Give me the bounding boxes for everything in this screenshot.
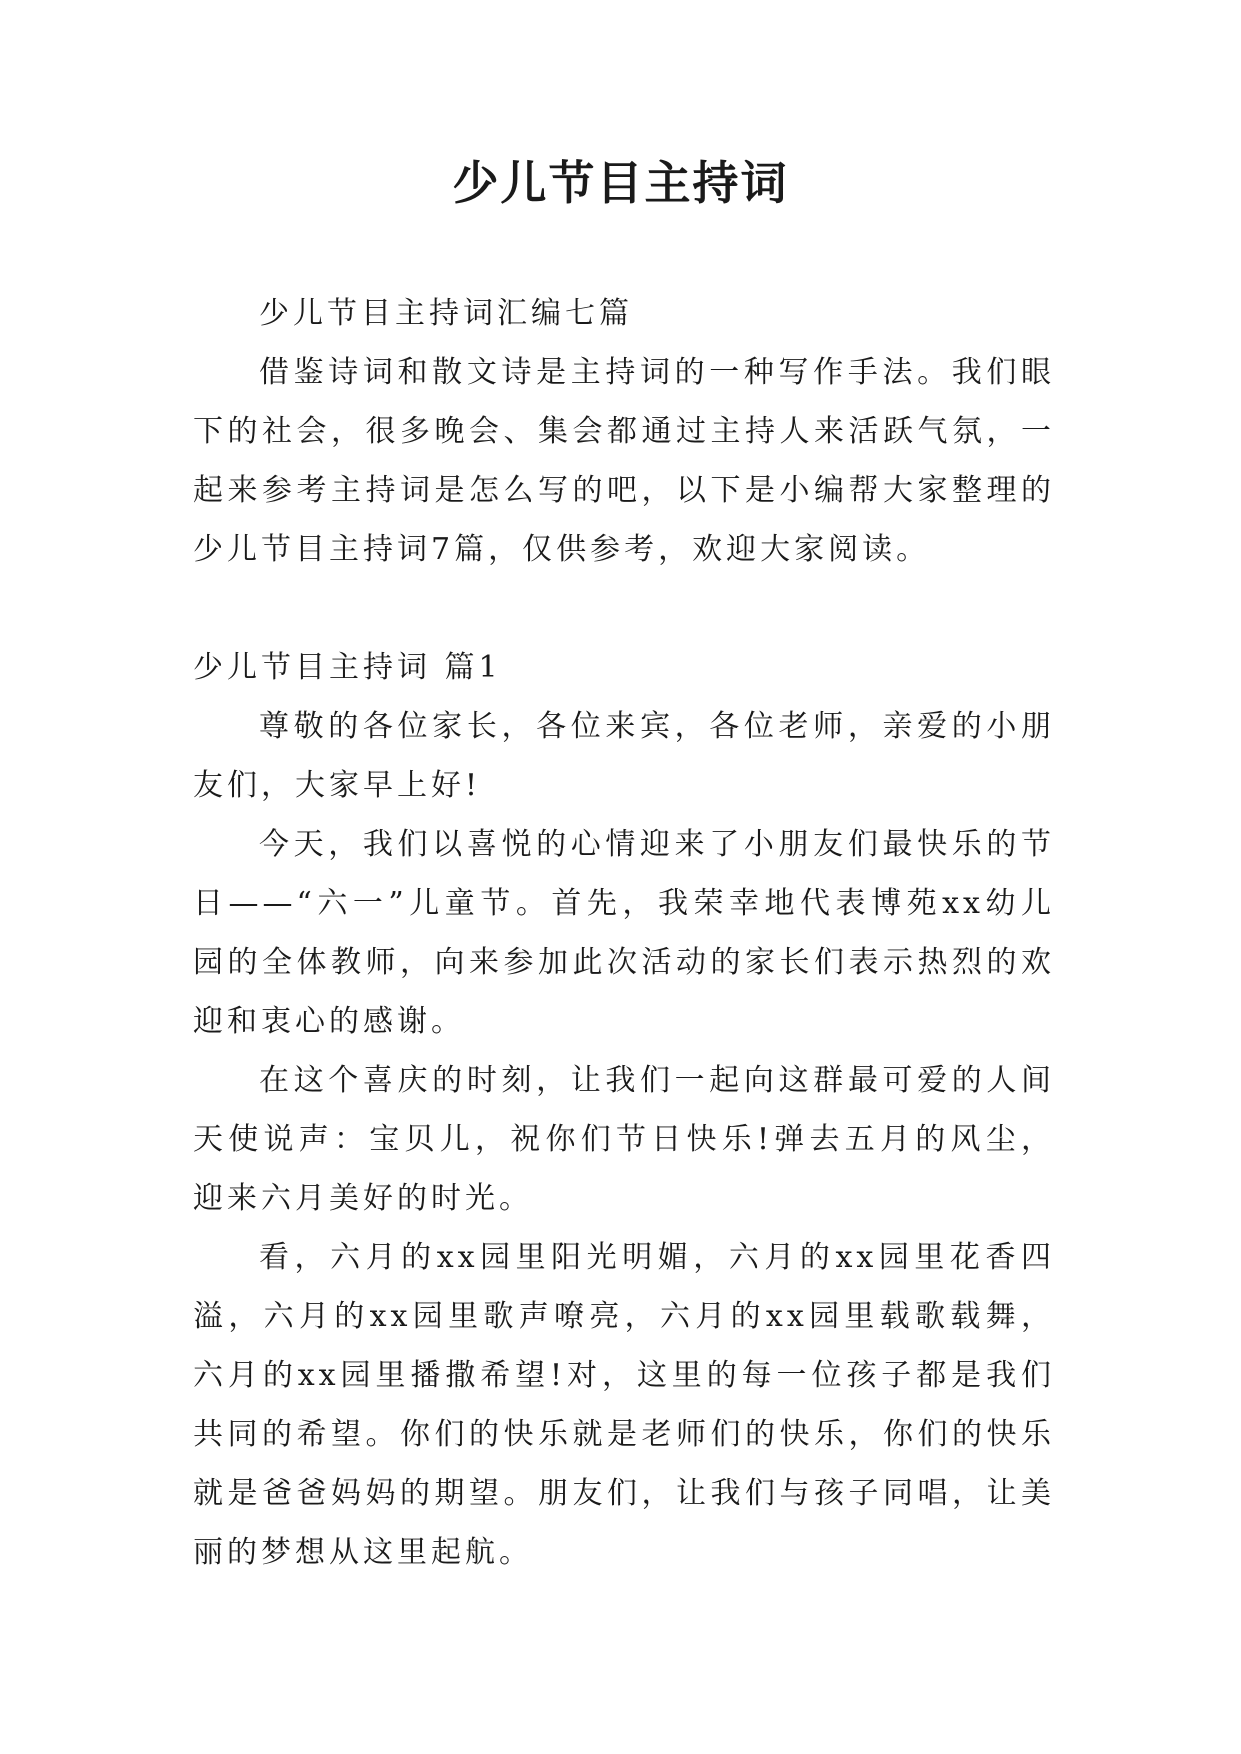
paragraph-2: 今天，我们以喜悦的心情迎来了小朋友们最快乐的节日——“六一”儿童节。首先，我荣幸地代表博苑xx幼儿园的全体教师，向来参加此次活动的家长们表示热烈的欢迎和衷心的感谢。 (193, 827, 1055, 1039)
document-subtitle: 少儿节目主持词汇编七篇 (259, 296, 633, 331)
document-title: 少儿节目主持词 (452, 156, 789, 210)
intro-paragraph: 借鉴诗词和散文诗是主持词的一种写作手法。我们眼下的社会，很多晚会、集会都通过主持人来活跃气氛，一起来参考主持词是怎么写的吧，以下是小编帮大家整理的少儿节目主持词7篇，仅供参考，欢迎大家阅读。 (193, 355, 1055, 567)
document-body (193, 284, 1055, 1582)
section-heading: 少儿节目主持词 篇1 (193, 650, 502, 685)
paragraph-4: 看，六月的xx园里阳光明媚，六月的xx园里花香四溢，六月的xx园里歌声嘹亮，六月的xx园里载歌载舞，六月的xx园里播撒希望!对，这里的每一位孩子都是我们共同的希望。你们的快乐就是老师们的快乐，你们的快乐就是爸爸妈妈的期望。朋友们，让我们与孩子同唱，让美丽的梦想从这里起航。 (193, 1240, 1055, 1570)
paragraph-1: 尊敬的各位家长，各位来宾，各位老师，亲爱的小朋友们，大家早上好! (193, 709, 1055, 803)
paragraph-3: 在这个喜庆的时刻，让我们一起向这群最可爱的人间天使说声：宝贝儿，祝你们节日快乐!弹去五月的风尘，迎来六月美好的时光。 (193, 1063, 1055, 1216)
